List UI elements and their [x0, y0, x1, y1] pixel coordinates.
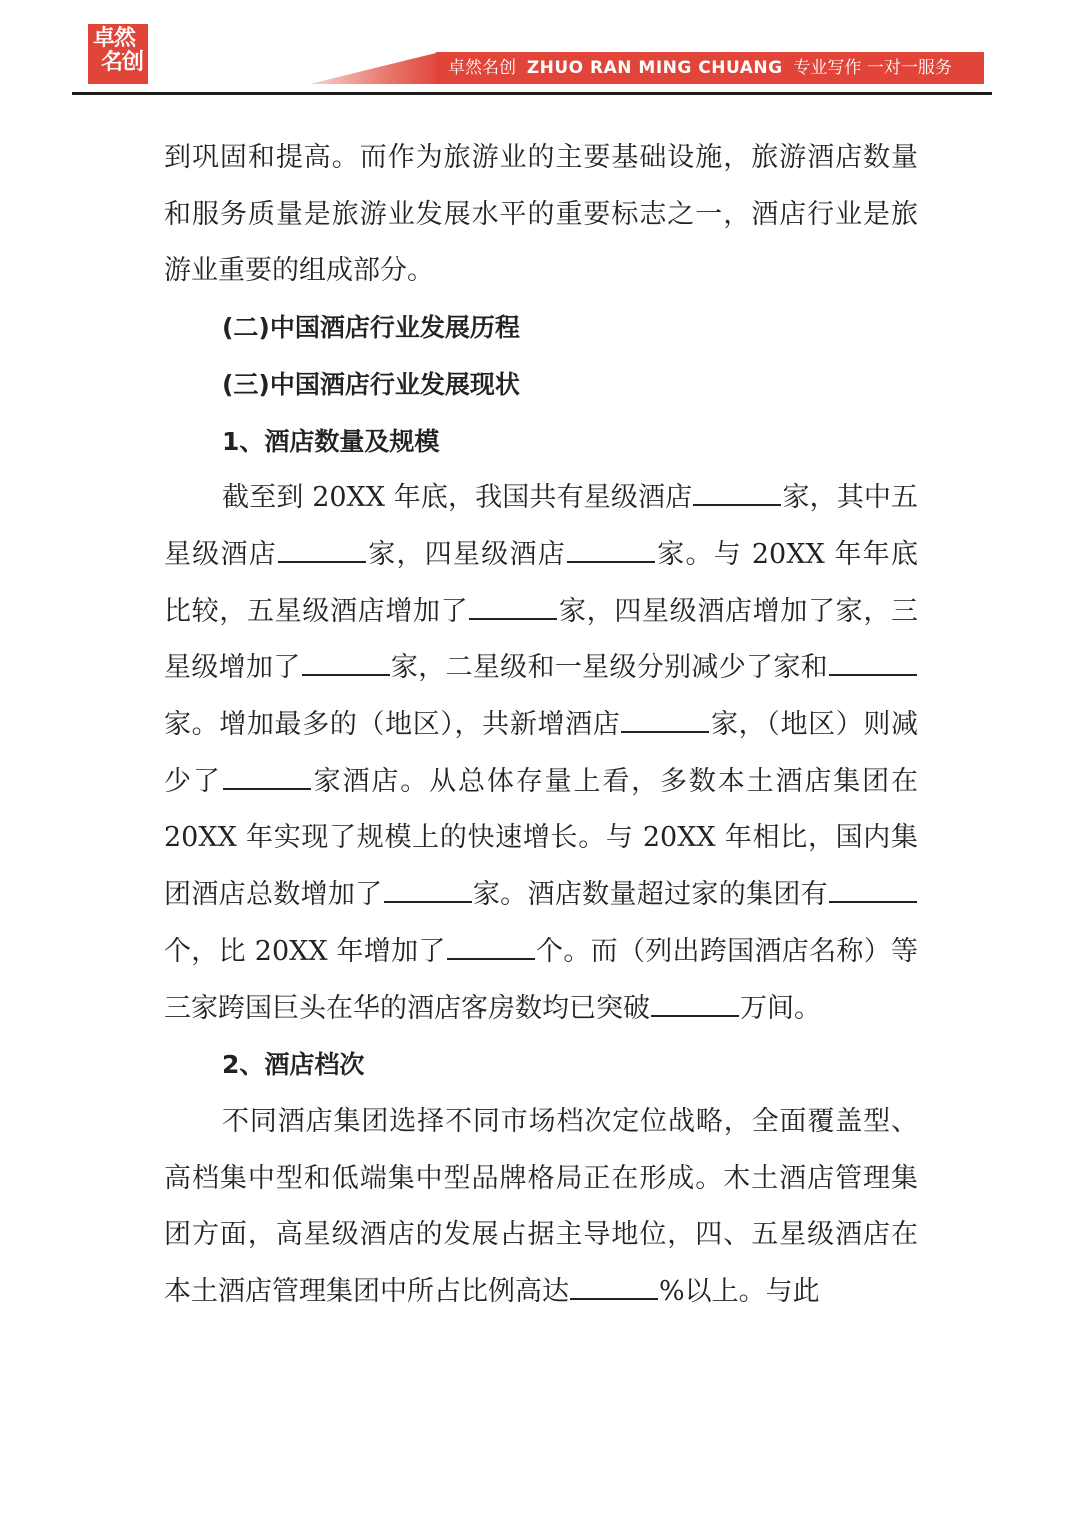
- text-segment: 个，比 20XX 年增加了: [164, 935, 446, 967]
- logo-text-top: 卓然: [93, 26, 136, 51]
- banner-en: ZHUO RAN MING CHUANG: [526, 58, 783, 78]
- banner-cn: 卓然名创: [448, 58, 516, 78]
- banner-gradient-wedge: [310, 52, 440, 84]
- text-segment: 家。酒店数量超过家的集团有: [472, 879, 829, 911]
- text-segment: 家，其中五星级酒店: [164, 482, 919, 570]
- text-segment: 家，（地区）则减少了: [164, 709, 919, 797]
- fill-blank: [384, 879, 472, 903]
- text-segment: 家，四星级酒店: [367, 538, 567, 570]
- text-segment: 家。增加最多的（地区），共新增酒店: [164, 709, 621, 741]
- fill-blank: [570, 1276, 658, 1300]
- fill-blank: [469, 596, 557, 620]
- text-segment: 截至到 20XX 年底，我国共有星级酒店: [222, 482, 693, 514]
- fill-blank: [447, 936, 535, 960]
- text-segment: %以上。与此: [659, 1276, 820, 1308]
- fill-blank: [567, 539, 655, 563]
- header-rule: [72, 92, 992, 95]
- banner-tagline: 专业写作 一对一服务: [793, 58, 952, 78]
- fill-blank: [829, 879, 917, 903]
- fill-blank: [278, 539, 366, 563]
- fill-blank: [829, 652, 917, 676]
- heading-development-history: (二)中国酒店行业发展历程: [222, 313, 520, 343]
- logo-dots: [114, 53, 128, 57]
- heading-hotel-grade: 2、酒店档次: [222, 1050, 365, 1080]
- heading-development-status: (三)中国酒店行业发展现状: [222, 369, 520, 399]
- heading-hotel-quantity-scale: 1、酒店数量及规模: [222, 426, 440, 456]
- fill-blank: [223, 766, 311, 790]
- logo-text-bottom: 名创: [100, 50, 143, 75]
- text-segment: 家，二星级和一星级分别减少了家和: [390, 652, 829, 684]
- header-banner: [436, 52, 984, 84]
- paragraph-hotel-quantity: [164, 470, 918, 1037]
- fill-blank: [302, 652, 390, 676]
- fill-blank: [651, 993, 739, 1017]
- text-segment: 不同酒店集团选择不同市场档次定位战略，全面覆盖型、高档集中型和低端集中型品牌格局正在形成。木土酒店管理集团方面，高星级酒店的发展占据主导地位，四、五星级酒店在本土酒店管理集团中所占比例高达: [164, 1105, 918, 1308]
- paragraph-hotel-grade: [164, 1094, 918, 1321]
- text-segment: 家酒店。从总体存量上看，多数本土酒店集团在 20XX 年实现了规模上的快速增长。与 20XX 年相比，国内集团酒店总数增加了: [164, 765, 919, 911]
- text-segment: 个。而（列出跨国酒店名称）等三家跨国巨头在华的酒店客房数均已突破: [164, 935, 918, 1024]
- fill-blank: [693, 482, 781, 506]
- text-segment: 家。与 20XX 年年底比较，五星级酒店增加了: [164, 538, 919, 627]
- brand-logo: [88, 24, 148, 84]
- text-segment: 万间。: [740, 992, 821, 1024]
- fill-blank: [621, 709, 709, 733]
- paragraph-intro-continued: 到巩固和提高。而作为旅游业的主要基础设施，旅游酒店数量和服务质量是旅游业发展水平的重要标志之一，酒店行业是旅游业重要的组成部分。: [164, 142, 918, 287]
- document-body: [164, 130, 918, 1321]
- text-segment: 家，四星级酒店增加了家，三星级增加了: [164, 595, 919, 684]
